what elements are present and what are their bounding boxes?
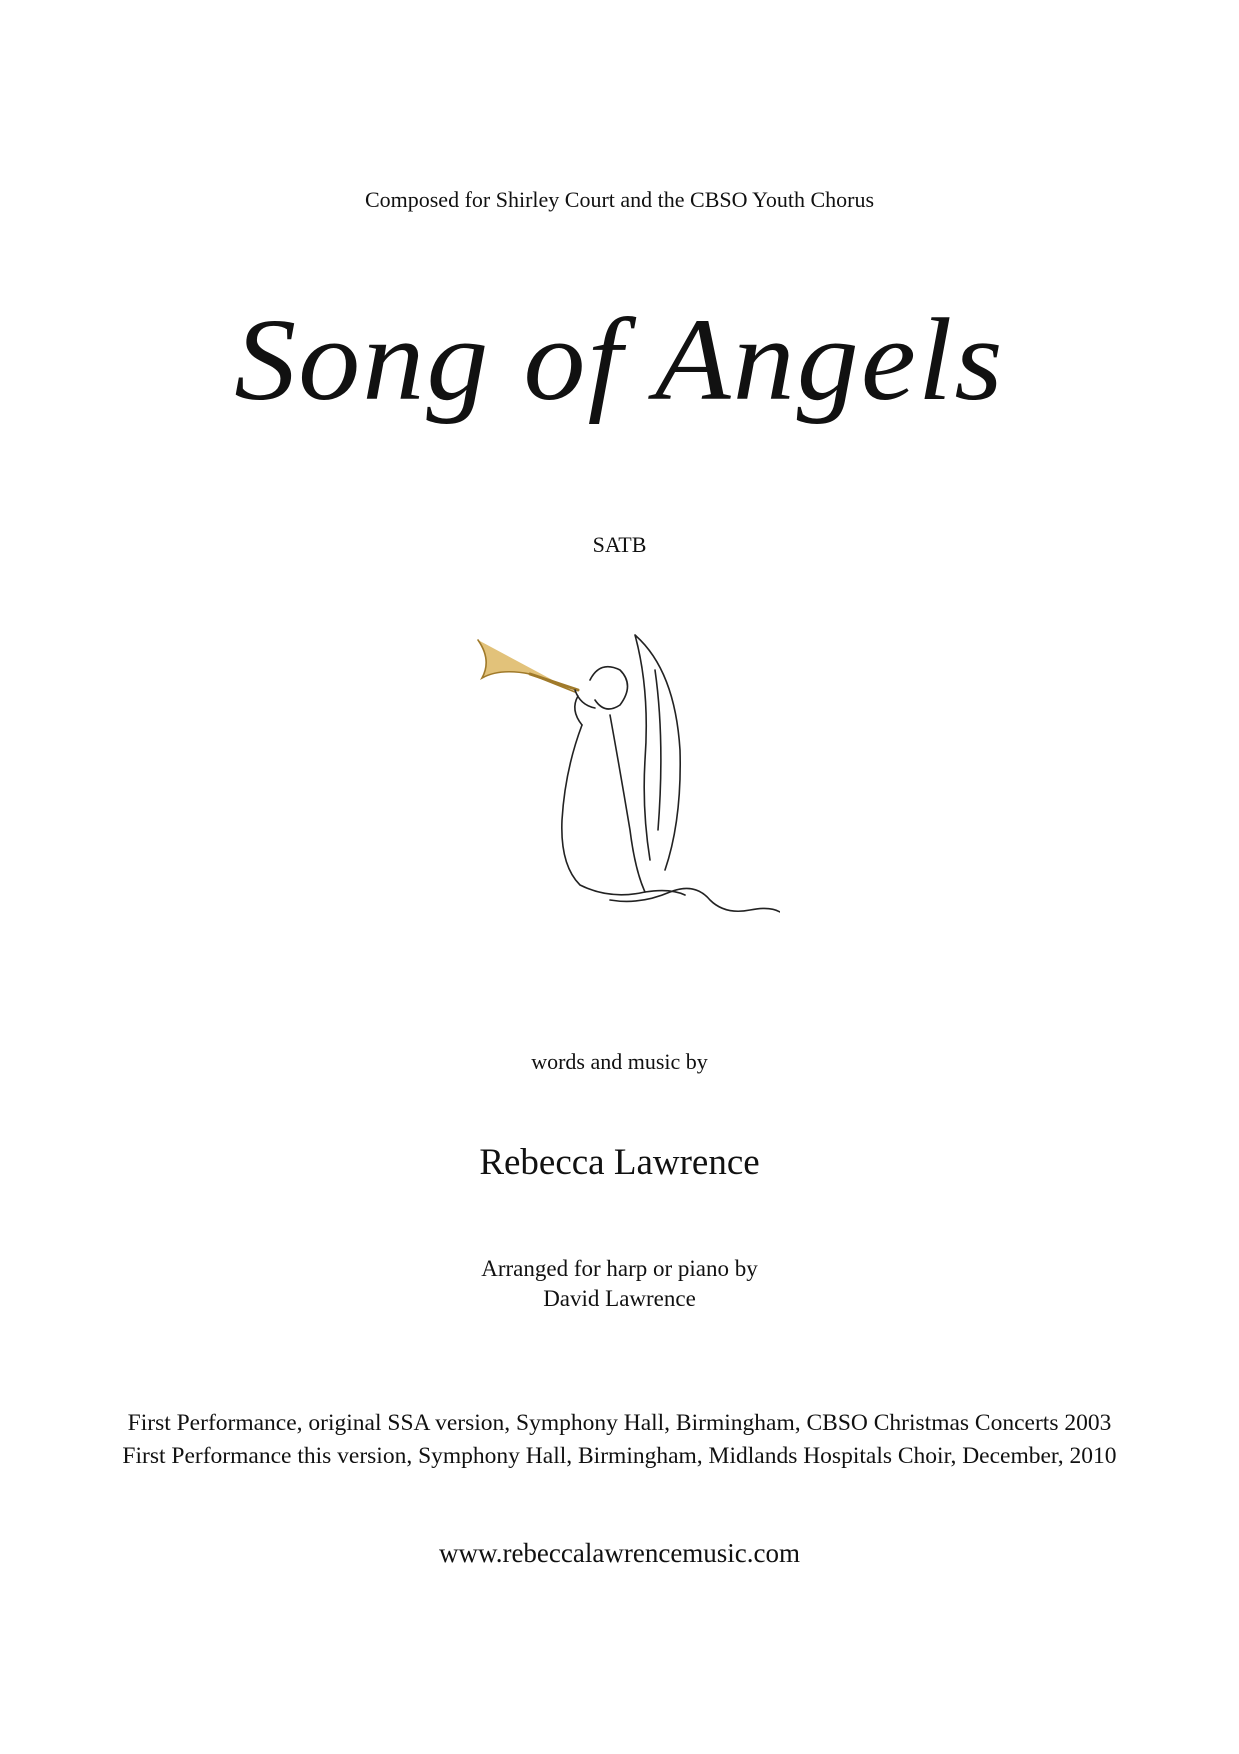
performance-note: First Performance this version, Symphony Hall, Birmingham, Midlands Hospitals Choir, December, 2010 xyxy=(122,1443,1117,1469)
voicing: SATB xyxy=(592,532,647,557)
page-title: Song of Angels xyxy=(234,294,1005,425)
angel-trumpet-illustration xyxy=(470,630,780,920)
dedication: Composed for Shirley Court and the CBSO Youth Chorus xyxy=(364,187,875,212)
trumpet-tube xyxy=(530,674,578,690)
arranger-name: David Lawrence xyxy=(543,1286,696,1311)
composer-name: Rebecca Lawrence xyxy=(479,1142,760,1183)
angel-head xyxy=(590,667,628,709)
angel-arms xyxy=(575,690,595,725)
angel-robe-inner xyxy=(610,715,645,892)
credit-label: words and music by xyxy=(531,1049,708,1074)
arrangement-label: Arranged for harp or piano by xyxy=(481,1256,758,1281)
angel-robe xyxy=(562,725,685,895)
ground-flourish xyxy=(610,888,780,912)
website-link[interactable]: www.rebeccalawrencemusic.com xyxy=(438,1538,801,1568)
performance-note: First Performance, original SSA version, Symphony Hall, Birmingham, CBSO Christmas Concerts 2003 xyxy=(127,1410,1112,1436)
angel-wing xyxy=(635,635,680,870)
